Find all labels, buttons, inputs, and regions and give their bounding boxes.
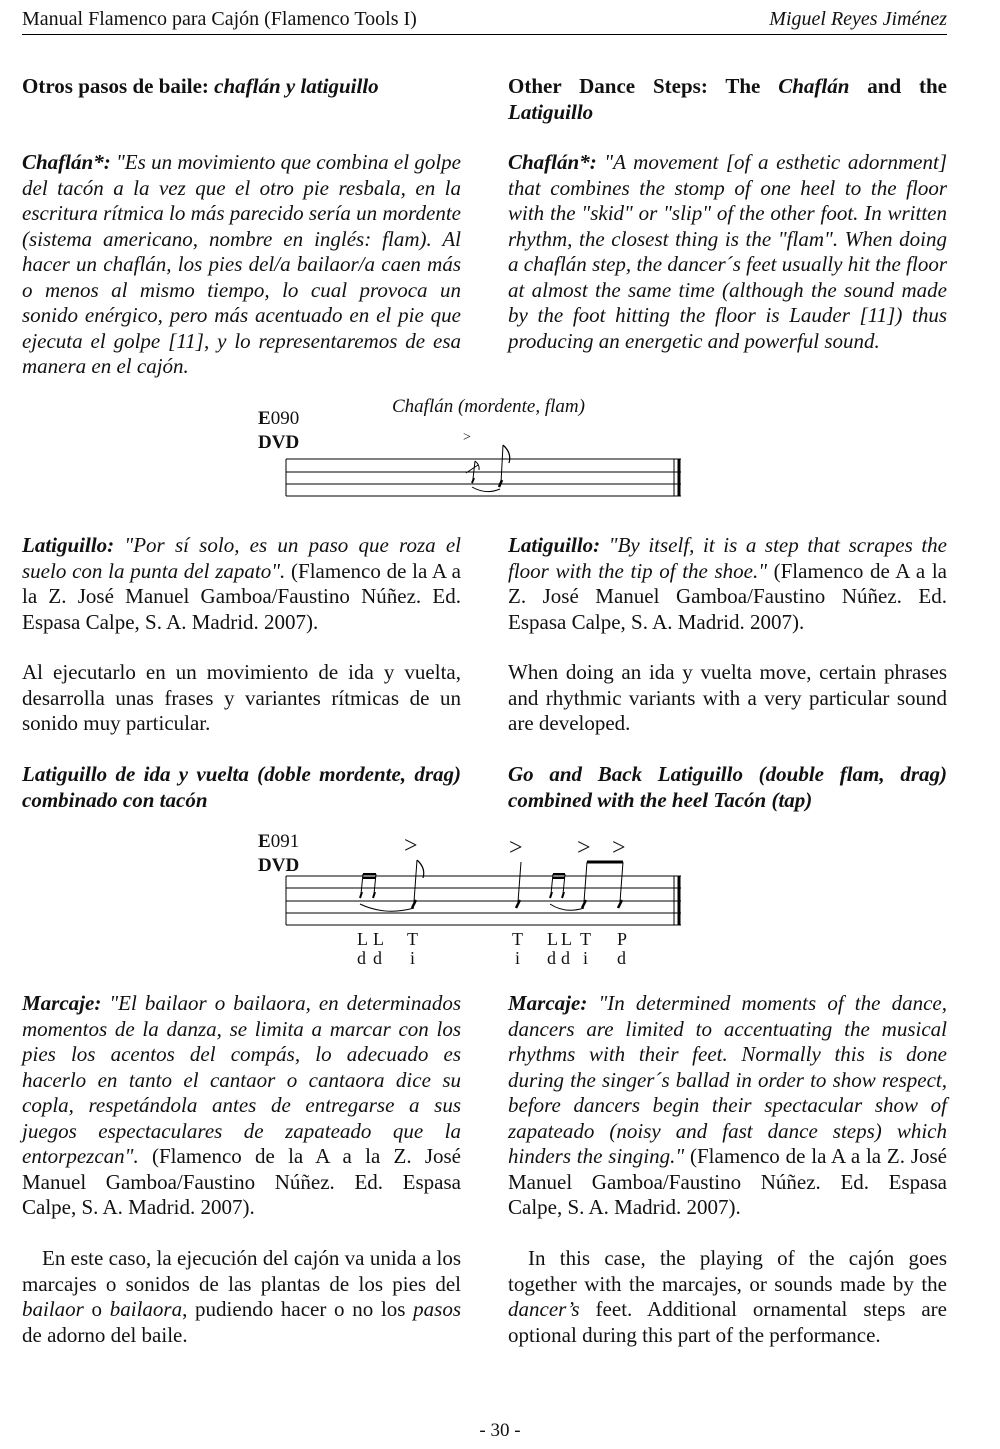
right-heading-2: [508, 762, 947, 813]
label-top-3: T: [407, 929, 418, 949]
left-final-text-2: o: [83, 1297, 110, 1321]
right-ida-vuelta-text: When doing an ida y vuelta move, certain phrases and rhythmic variants with a very particular sound are developed.: [508, 660, 947, 735]
left-heading-1-text: Otros pasos de baile:: [22, 74, 215, 98]
left-final-text-4: de adorno del baile.: [22, 1322, 188, 1347]
right-heading-chaflan: Chaflán: [778, 74, 850, 98]
left-heading-1-italic: chaflán y latiguillo: [214, 74, 379, 98]
right-heading-and: and the: [849, 74, 947, 98]
right-marcaje-quote: "In determined moments of the dance, dancers are limited to accentuating the musical rhythms with their feet. Normally this is done during the singer´s ballad in order to show respect, before dancers begin their spectacular show of zapateado (noisy and fast dance steps) which hinders the singing.": [508, 991, 947, 1168]
label-top-4: T: [512, 929, 523, 949]
right-final-dancers: dancer’s: [508, 1297, 580, 1321]
right-heading-2-text: Go and Back Latiguillo (double flam, drag) combined with the heel Tacón (tap): [508, 762, 947, 812]
figure1-caption: Chaflán (mordente, flam): [392, 396, 585, 417]
left-marcaje-term: Marcaje:: [22, 991, 102, 1015]
left-chaflan-text: "Es un movimiento que combina el golpe del tacón a la vez que el otro pie resbala, en la escritura rítmica lo más parecido sería un mordente (sistema americano, nombre en inglés: flam). Al hacer un chaflán, los pies del/a bailaor/a caen más o menos al mismo tiempo, lo cual provoca un sonido enérgico, pero más acentuado en el pie que ejecuta el golpe [11], y lo representaremos de esa manera en el cajón.: [22, 150, 461, 378]
figure1-code-e: E: [258, 408, 271, 429]
label-col-5: [547, 930, 558, 968]
left-ida-vuelta-paragraph: [22, 660, 461, 737]
left-chaflan-term: Chaflán*:: [22, 150, 111, 174]
page-header: [22, 8, 947, 35]
drag-notes-2: [550, 862, 623, 910]
figure1-staff: [286, 455, 686, 505]
figure2-dvd: DVD: [258, 855, 300, 876]
figure1-dvd: DVD: [258, 432, 300, 453]
figure1-code: [258, 407, 299, 455]
figure2-accent-1: >: [404, 833, 418, 859]
right-chaflan-term: Chaflán*:: [508, 150, 597, 174]
label-bottom-1: d: [357, 948, 366, 968]
drag-notes-1: [360, 860, 424, 911]
label-bottom-4: i: [515, 948, 521, 968]
label-top-8: P: [617, 929, 628, 949]
label-bottom-7: i: [583, 948, 589, 968]
left-final-bailaor: bailaor: [22, 1297, 84, 1321]
label-col-4: [512, 930, 523, 968]
right-marcaje-ref: (Flamenco de la A a la Z. José Manuel Gamboa/Faustino Núñez. Ed. Espasa Calpe, S. A. Madrid. 2007).: [508, 1144, 947, 1219]
left-final-text-3: , pudiendo hacer o no los: [182, 1297, 414, 1321]
figure2-code-e: E: [258, 831, 271, 852]
page-number: - 30 -: [479, 1420, 521, 1441]
label-col-2: [373, 930, 384, 968]
right-chaflan-text: "A movement [of a esthetic adornment] that combines the stomp of one heel to the floor with the "skid" or "slip" of the other foot. In written rhythm, the closest thing is the "flam". When doing a chaflán step, the dancer´s feet usually hit the floor at almost the same time (although the sound made by the foot hitting the floor is Lauder [11]) thus producing an energetic and powerful sound.: [508, 150, 947, 353]
right-latiguillo-quote: "By itself, it is a step that scrapes the floor with the tip of the shoe.": [508, 533, 947, 583]
label-col-7: [580, 930, 591, 968]
right-ida-vuelta-paragraph: [508, 660, 947, 737]
label-top-1: L: [357, 929, 368, 949]
left-final-bailaora: bailaora: [109, 1297, 183, 1321]
figure2-staff: [286, 876, 686, 936]
figure2-accent-4: >: [612, 835, 626, 861]
label-bottom-8: d: [617, 948, 626, 968]
flam-note: [466, 445, 510, 492]
header-author: Miguel Reyes Jiménez: [769, 8, 947, 30]
label-bottom-6: d: [561, 948, 570, 968]
right-marcaje-paragraph: [508, 991, 947, 1221]
right-latiguillo-paragraph: [508, 533, 947, 635]
left-marcaje-quote: "El bailaor o bailaora, en determinados momentos de la danza, se limita a marcar con los pies los acentos del compás, lo adecuado es hacerlo en tanto el cantaor o cantaora dice su copla, respetándola antes de entregarse a sus juegos espectaculares de zapateado que la entorpezcan".: [22, 991, 461, 1168]
left-final-pasos: pasos: [413, 1297, 462, 1321]
right-heading-1-text: Other Dance Steps: The: [508, 74, 779, 98]
figure2-accent-2: >: [509, 835, 523, 861]
right-chaflan-paragraph: [508, 150, 947, 354]
figure2-code-num: 091: [270, 831, 300, 852]
left-heading-1: [22, 74, 461, 100]
right-final-text-2: feet. Additional ornamental steps are optional during this part of the performance.: [508, 1297, 947, 1347]
label-bottom-3: i: [410, 948, 416, 968]
label-col-6: [561, 930, 572, 968]
label-top-2: L: [373, 929, 384, 949]
figure2-accent-3: >: [577, 835, 591, 861]
figure2-code: [258, 830, 299, 878]
label-col-1: [357, 930, 368, 968]
left-marcaje-paragraph: [22, 991, 461, 1221]
label-bottom-2: d: [373, 948, 382, 968]
label-top-5: L: [547, 929, 558, 949]
left-heading-2-text: Latiguillo de ida y vuelta (doble mordente, drag) combinado con tacón: [22, 762, 461, 812]
right-final-text-1: In this case, the playing of the cajón goes together with the marcajes, or sounds made by the: [508, 1246, 947, 1296]
right-marcaje-term: Marcaje:: [508, 991, 588, 1015]
left-ida-vuelta-text: Al ejecutarlo en un movimiento de ida y vuelta, desarrolla unas frases y variantes rítmicas de un sonido muy particular.: [22, 660, 461, 735]
figure1-code-num: 090: [270, 408, 300, 429]
label-bottom-5: d: [547, 948, 556, 968]
left-latiguillo-ref: (Flamenco de la A a la Z. José Manuel Gamboa/Faustino Núñez. Ed. Espasa Calpe, S. A. Madrid. 2007).: [22, 558, 461, 634]
right-final-paragraph: [508, 1246, 947, 1348]
label-top-6: L: [561, 929, 572, 949]
right-latiguillo-term: Latiguillo:: [508, 533, 601, 557]
label-col-3: [407, 930, 418, 968]
left-marcaje-ref: (Flamenco de la A a la Z. José Manuel Gamboa/Faustino Núñez. Ed. Espasa Calpe, S. A. Madrid. 2007).: [22, 1144, 461, 1219]
left-final-paragraph: [22, 1246, 461, 1348]
right-heading-latiguillo: Latiguillo: [508, 99, 594, 124]
left-final-text-1: En este caso, la ejecución del cajón va unida a los marcajes o sonidos de las plantas de los pies del: [22, 1246, 461, 1296]
right-heading-1: [508, 74, 947, 125]
label-top-7: T: [580, 929, 591, 949]
label-col-8: [617, 930, 627, 968]
left-latiguillo-term: Latiguillo:: [22, 533, 115, 557]
figure1-accent: >: [463, 430, 471, 445]
left-latiguillo-paragraph: [22, 533, 461, 635]
left-heading-2: [22, 762, 461, 813]
left-latiguillo-quote: "Por sí solo, es un paso que roza el suelo con la punta del zapato".: [22, 533, 461, 583]
header-title: Manual Flamenco para Cajón (Flamenco Tools I): [22, 8, 417, 30]
left-chaflan-paragraph: [22, 150, 461, 380]
right-latiguillo-ref: (Flamenco de A a la Z. José Manuel Gamboa/Faustino Núñez. Ed. Espasa Calpe, S. A. Madrid. 2007).: [508, 558, 947, 634]
